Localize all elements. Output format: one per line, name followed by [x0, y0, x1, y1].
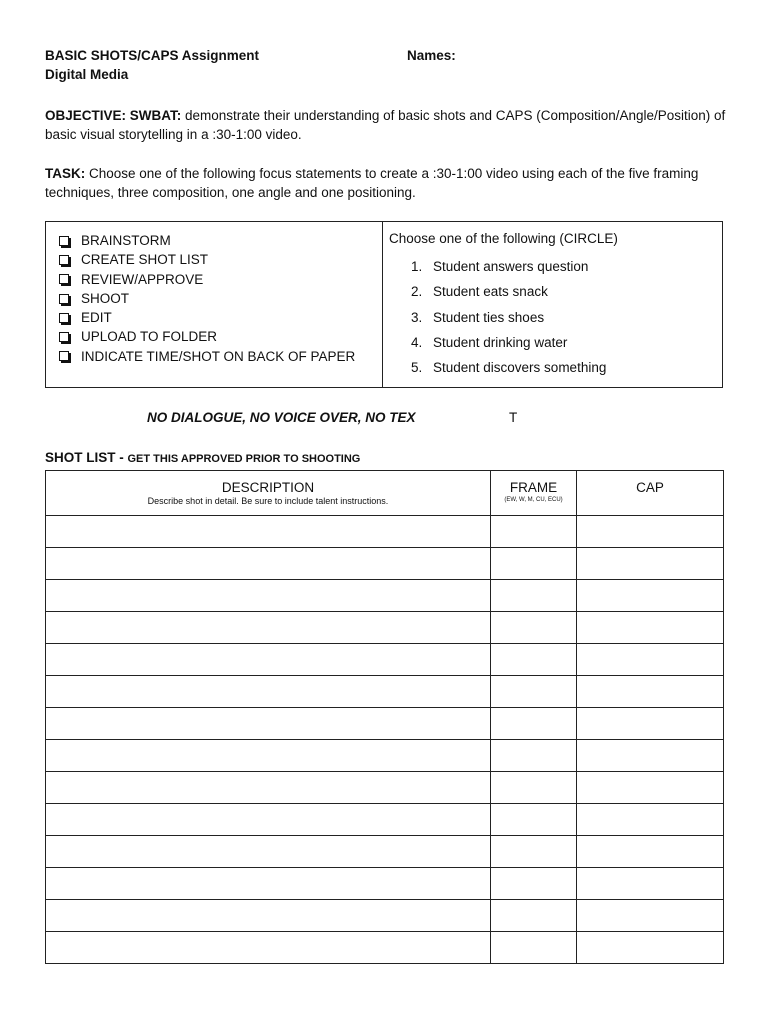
shot-list-title: SHOT LIST -	[45, 450, 128, 465]
focus-text: Student ties shoes	[433, 309, 545, 325]
focus-statement[interactable]	[411, 282, 606, 307]
restriction-note: NO DIALOGUE, NO VOICE OVER, NO TEX	[147, 410, 416, 425]
checkbox-icon[interactable]	[59, 236, 69, 246]
checklist-label: SHOOT	[81, 290, 130, 306]
cap-cell[interactable]	[577, 548, 724, 580]
checkbox-icon[interactable]	[59, 351, 69, 361]
shot-list-note: GET THIS APPROVED PRIOR TO SHOOTING	[127, 453, 361, 465]
frame-cell[interactable]	[491, 804, 577, 836]
description-cell[interactable]	[46, 676, 491, 708]
frame-cell[interactable]	[491, 772, 577, 804]
description-cell[interactable]	[46, 548, 491, 580]
frame-cell[interactable]	[491, 548, 577, 580]
checklist-label: INDICATE TIME/SHOT ON BACK OF PAPER	[81, 348, 356, 364]
assignment-title: BASIC SHOTS/CAPS Assignment	[45, 48, 260, 63]
objective-paragraph	[45, 106, 735, 144]
focus-text: Student discovers something	[433, 360, 607, 376]
frame-header-label: FRAME	[509, 480, 558, 495]
checklist-item	[58, 327, 355, 346]
cap-cell[interactable]	[577, 580, 724, 612]
focus-number: 2.	[411, 284, 423, 300]
focus-instructions: Choose one of the following (CIRCLE)	[389, 231, 618, 246]
description-cell[interactable]	[46, 740, 491, 772]
frame-cell[interactable]	[491, 836, 577, 868]
frame-column-header	[491, 471, 577, 516]
table-row	[46, 740, 724, 772]
cap-cell[interactable]	[577, 516, 724, 548]
checklist-label: BRAINSTORM	[81, 233, 171, 248]
description-cell[interactable]	[46, 772, 491, 804]
checkbox-icon[interactable]	[59, 294, 69, 304]
frame-cell[interactable]	[491, 644, 577, 676]
shot-list-table	[45, 470, 724, 964]
objective-text: demonstrate their understanding of basic shots and CAPS (Composition/Angle/Position) of basic visual storytelling in a :30-1:00 video.	[45, 108, 726, 142]
focus-text: Student eats snack	[433, 284, 548, 300]
frame-cell[interactable]	[491, 612, 577, 644]
focus-text: Student drinking water	[433, 334, 568, 350]
frame-cell[interactable]	[491, 900, 577, 932]
focus-statement-list	[411, 257, 606, 383]
description-column-header	[46, 471, 491, 516]
frame-cell[interactable]	[491, 868, 577, 900]
course-name: Digital Media	[45, 67, 129, 82]
focus-statement[interactable]	[411, 358, 606, 383]
table-row	[46, 580, 724, 612]
description-header-note: Describe shot in detail. Be sure to include talent instructions.	[147, 496, 389, 506]
checkbox-icon[interactable]	[59, 313, 69, 323]
checklist-label: EDIT	[81, 310, 112, 326]
description-cell[interactable]	[46, 836, 491, 868]
description-cell[interactable]	[46, 900, 491, 932]
names-label: Names:	[407, 48, 456, 63]
steps-checklist	[58, 231, 355, 366]
task-label: TASK:	[45, 166, 86, 181]
box-divider	[382, 222, 383, 387]
table-row	[46, 900, 724, 932]
focus-number: 1.	[411, 259, 423, 274]
frame-cell[interactable]	[491, 740, 577, 772]
table-row	[46, 612, 724, 644]
checklist-label: CREATE SHOT LIST	[81, 252, 209, 268]
shot-list-heading	[45, 450, 360, 465]
checklist-item	[58, 270, 355, 289]
cap-cell[interactable]	[577, 612, 724, 644]
cap-cell[interactable]	[577, 932, 724, 964]
checkbox-icon[interactable]	[59, 332, 69, 342]
cap-cell[interactable]	[577, 644, 724, 676]
frame-cell[interactable]	[491, 708, 577, 740]
cap-cell[interactable]	[577, 804, 724, 836]
shot-list-body	[46, 516, 724, 964]
table-row	[46, 836, 724, 868]
table-row	[46, 868, 724, 900]
checklist-item	[58, 231, 355, 250]
table-row	[46, 932, 724, 964]
description-cell[interactable]	[46, 708, 491, 740]
checklist-item	[58, 308, 355, 327]
description-cell[interactable]	[46, 644, 491, 676]
focus-number: 3.	[411, 309, 423, 325]
description-cell[interactable]	[46, 580, 491, 612]
checklist-item	[58, 347, 355, 366]
objective-label: OBJECTIVE: SWBAT:	[45, 108, 182, 123]
task-paragraph	[45, 164, 735, 202]
table-row	[46, 644, 724, 676]
frame-cell[interactable]	[491, 516, 577, 548]
focus-number: 4.	[411, 334, 423, 350]
focus-statement[interactable]	[411, 333, 606, 358]
cap-header-label: CAP	[636, 480, 664, 495]
cap-cell[interactable]	[577, 772, 724, 804]
checklist-item	[58, 289, 355, 308]
cap-cell[interactable]	[577, 708, 724, 740]
table-row	[46, 772, 724, 804]
description-cell[interactable]	[46, 932, 491, 964]
table-row	[46, 708, 724, 740]
frame-header-note: (EW, W, M, CU, ECU)	[504, 497, 563, 503]
description-cell[interactable]	[46, 804, 491, 836]
checkbox-icon[interactable]	[59, 255, 69, 265]
cap-cell[interactable]	[577, 740, 724, 772]
checkbox-icon[interactable]	[59, 274, 69, 284]
cap-column-header	[577, 471, 724, 516]
cap-cell[interactable]	[577, 836, 724, 868]
table-row	[46, 516, 724, 548]
description-cell[interactable]	[46, 612, 491, 644]
description-cell[interactable]	[46, 516, 491, 548]
steps-and-focus-box	[45, 221, 723, 388]
focus-statement[interactable]	[411, 308, 606, 333]
cap-cell[interactable]	[577, 900, 724, 932]
frame-cell[interactable]	[491, 580, 577, 612]
focus-number: 5.	[411, 360, 423, 376]
focus-statement[interactable]	[411, 257, 606, 282]
table-row	[46, 548, 724, 580]
cap-cell[interactable]	[577, 868, 724, 900]
checklist-label: UPLOAD TO FOLDER	[81, 329, 218, 345]
table-header-row	[46, 471, 724, 516]
frame-cell[interactable]	[491, 932, 577, 964]
description-header-label: DESCRIPTION	[221, 480, 315, 495]
focus-text: Student answers question	[433, 259, 589, 274]
table-row	[46, 804, 724, 836]
restriction-note-trailing: T	[509, 410, 518, 425]
table-row	[46, 676, 724, 708]
cap-cell[interactable]	[577, 676, 724, 708]
checklist-item	[58, 250, 355, 269]
description-cell[interactable]	[46, 868, 491, 900]
checklist-label: REVIEW/APPROVE	[81, 271, 204, 287]
frame-cell[interactable]	[491, 676, 577, 708]
task-text: Choose one of the following focus statements to create a :30-1:00 video using each of the five framing techniques, three composition, one angle and one positioning.	[45, 166, 699, 200]
